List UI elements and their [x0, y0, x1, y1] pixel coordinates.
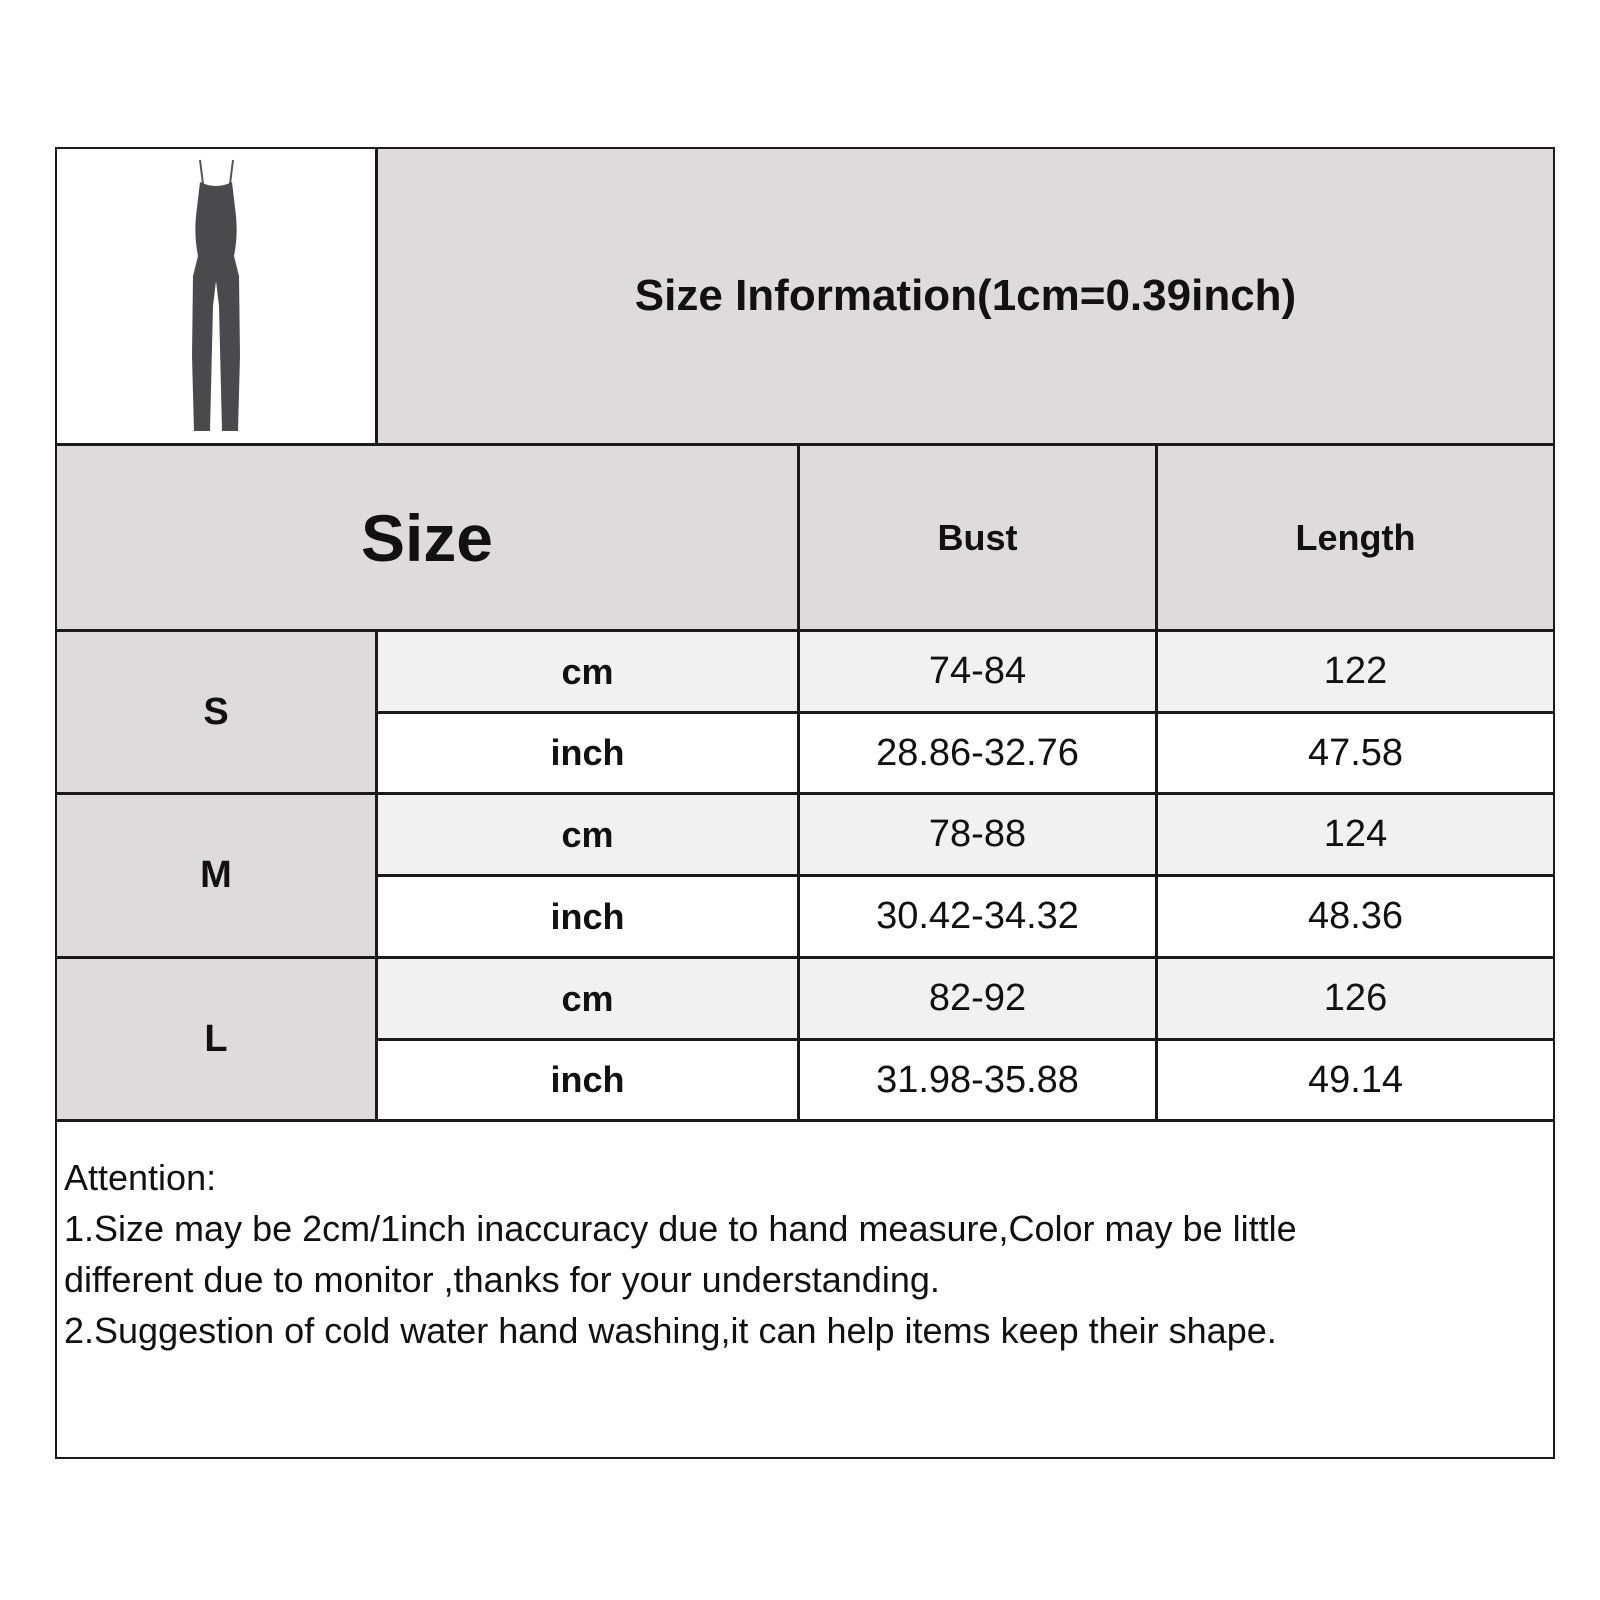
bust-value: 31.98-35.88: [876, 1058, 1079, 1101]
notes-heading: Attention:: [64, 1157, 217, 1198]
length-cell: [1158, 714, 1553, 792]
divider: [57, 629, 1553, 632]
bust-header-cell: [800, 446, 1155, 629]
notes-line: 2.Suggestion of cold water hand washing,it can help items keep their shape.: [64, 1310, 1277, 1351]
bust-value: 82-92: [928, 977, 1027, 1019]
divider: [375, 149, 378, 443]
size-label-cell: [57, 795, 375, 956]
size-label: M: [200, 854, 232, 896]
unit-cell: [378, 795, 797, 874]
divider: [378, 1038, 1553, 1041]
divider: [57, 1119, 1553, 1122]
unit-cell: [378, 1041, 797, 1119]
bust-value: 30.42-34.32: [876, 895, 1079, 937]
bust-cell: [800, 1041, 1155, 1119]
size-label: S: [203, 690, 229, 733]
bust-cell: [800, 714, 1155, 792]
length-column-header: Length: [1295, 516, 1416, 558]
divider: [57, 443, 1553, 446]
size-label-cell: [57, 959, 375, 1119]
bust-cell: [800, 877, 1155, 956]
unit-cell: [378, 632, 797, 711]
bust-cell: [800, 795, 1155, 874]
length-value: 124: [1323, 813, 1388, 855]
page-title: Size Information(1cm=0.39inch): [634, 271, 1297, 320]
bust-value: 28.86-32.76: [876, 731, 1079, 774]
bust-cell: [800, 632, 1155, 711]
divider: [378, 711, 1553, 714]
title-cell: [378, 149, 1553, 443]
product-image-cell: [57, 149, 375, 443]
length-cell: [1158, 632, 1553, 711]
unit-cell: [378, 877, 797, 956]
unit-label: cm: [561, 977, 614, 1019]
bust-column-header: Bust: [937, 516, 1018, 558]
bust-value: 74-84: [928, 650, 1027, 692]
divider: [797, 443, 800, 1122]
unit-label: inch: [550, 1059, 625, 1100]
size-label-cell: [57, 632, 375, 792]
length-value: 49.14: [1307, 1058, 1404, 1101]
notes-line: different due to monitor ,thanks for your understanding.: [64, 1259, 940, 1300]
size-label: L: [204, 1017, 228, 1060]
length-value: 47.58: [1307, 731, 1404, 774]
length-cell: [1158, 877, 1553, 956]
unit-label: inch: [550, 895, 625, 937]
unit-label: cm: [561, 813, 614, 855]
divider: [378, 874, 1553, 877]
length-header-cell: [1158, 446, 1553, 629]
size-header-cell: [57, 446, 797, 629]
bust-value: 78-88: [928, 813, 1027, 855]
bust-cell: [800, 959, 1155, 1038]
length-value: 126: [1323, 977, 1388, 1019]
unit-label: inch: [550, 732, 625, 773]
attention-notes: [64, 1152, 1533, 1356]
length-cell: [1158, 959, 1553, 1038]
length-cell: [1158, 795, 1553, 874]
notes-line: 1.Size may be 2cm/1inch inaccuracy due to hand measure,Color may be little: [64, 1208, 1297, 1249]
divider: [1155, 443, 1158, 1122]
unit-label: cm: [561, 650, 614, 692]
length-value: 48.36: [1307, 895, 1404, 937]
unit-cell: [378, 959, 797, 1038]
length-cell: [1158, 1041, 1553, 1119]
size-column-header: Size: [360, 500, 494, 575]
divider: [57, 956, 1553, 959]
length-value: 122: [1323, 650, 1388, 692]
divider: [57, 792, 1553, 795]
size-chart: [55, 147, 1555, 1459]
unit-cell: [378, 714, 797, 792]
jumpsuit-image: [156, 156, 276, 436]
